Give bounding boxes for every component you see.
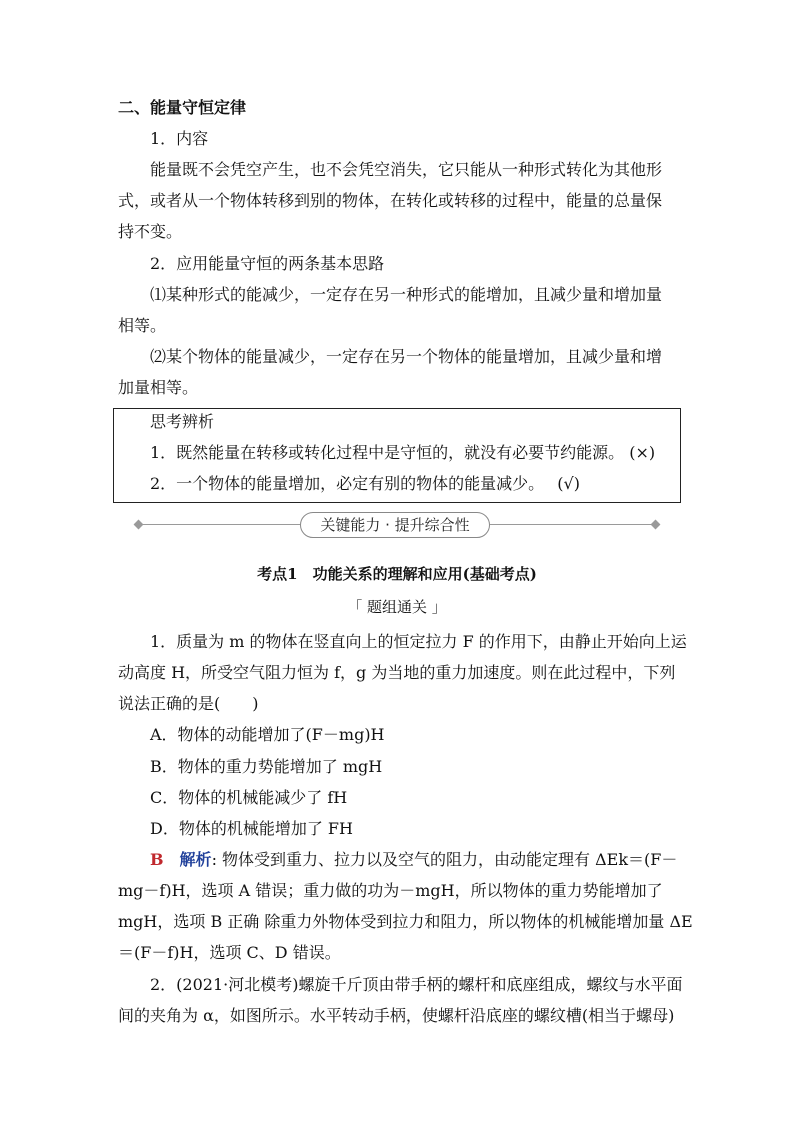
paragraph-line: ⑴某种形式的能减少，一定存在另一种形式的能增加，且减少量和增加量 [150,285,663,304]
paragraph-line: ⑵某个物体的能量减少，一定存在另一个物体的能量增加，且减少量和增 [150,347,663,366]
think-question-1: 1．既然能量在转移或转化过程中是守恒的，就没有必要节约能源。 (×) [150,443,656,462]
think-question-2: 2．一个物体的能量增加，必定有别的物体的能量减少。 (√) [150,474,580,493]
banner-diamond-left [134,520,144,530]
think-box-title: 思考辨析 [150,412,215,431]
q1-analysis-text: : 物体受到重力、拉力以及空气的阻力，由动能定理有 ΔEk＝(F－ [211,850,678,869]
q1-stem-line: 说法正确的是( ) [118,694,259,713]
q1-answer: B [150,850,164,869]
q2-stem-line: 2．(2021·河北模考)螺旋千斤顶由带手柄的螺杆和底座组成，螺纹与水平面 [150,975,683,994]
q1-analysis-line: mg－f)H，选项 A 错误；重力做的功为－mgH，所以物体的重力势能增加了 [118,881,663,900]
paragraph-line: 能量既不会凭空产生，也不会凭空消失，它只能从一种形式转化为其他形 [150,160,663,179]
q1-option-b: B．物体的重力势能增加了 mgH [150,757,383,776]
banner-rule-right [490,524,655,525]
paragraph-line: 相等。 [118,316,167,335]
q1-analysis-line: ＝(F－f)H，选项 C、D 错误。 [118,943,341,962]
q1-analysis-line: mgH，选项 B 正确 除重力外物体受到拉力和阻力，所以物体的机械能增加量 ΔE [118,912,693,931]
point-title: 考点1 功能关系的理解和应用(基础考点) [257,565,537,583]
q1-analysis-first-line [150,850,677,870]
banner-diamond-right [651,520,661,530]
q1-option-a: A．物体的动能增加了(F－mg)H [150,725,385,744]
paragraph-line: 式，或者从一个物体转移到别的物体，在转化或转移的过程中，能量的总量保 [118,191,663,210]
q1-stem-line: 动高度 H，所受空气阻力恒为 f，g 为当地的重力加速度。则在此过程中，下列 [118,663,676,682]
q2-stem-line: 间的夹角为 α，如图所示。水平转动手柄，使螺杆沿底座的螺纹槽(相当于螺母) [118,1006,675,1025]
subheading-ideas: 2．应用能量守恒的两条基本思路 [150,254,385,273]
q1-option-c: C．物体的机械能减少了 fH [150,788,348,807]
paragraph-line: 加量相等。 [118,378,199,397]
q1-option-d: D．物体的机械能增加了 FH [150,819,353,838]
subheading-content: 1．内容 [150,129,209,148]
analysis-label: 解析 [179,850,212,869]
banner-rule-left [140,524,300,525]
q1-stem-line: 1．质量为 m 的物体在竖直向上的恒定拉力 F 的作用下，由静止开始向上运 [150,632,687,651]
group-title: 「 题组通关 」 [347,598,447,616]
paragraph-line: 持不变。 [118,222,183,241]
section-heading: 二、能量守恒定律 [118,98,247,117]
section-banner: 关键能力 · 提升综合性 [300,512,490,538]
